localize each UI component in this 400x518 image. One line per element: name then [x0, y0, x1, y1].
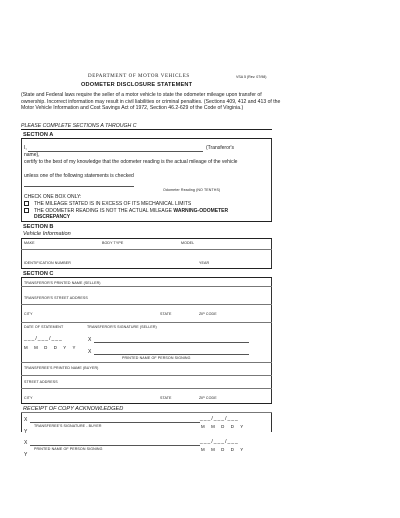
buyer-address-label: STREET ADDRESS: [24, 380, 58, 384]
buyer-signature-label: TRANSFEREE'S SIGNATURE - BUYER: [34, 424, 102, 428]
seller-printed-x: X: [88, 349, 92, 355]
intro-text: (State and Federal laws require the seller of a motor vehicle to state the odometer mileage upon transfer of ownership. Incorrect information may result in civil liabilities or criminal penalties. (Sections 409, 412 and 413 of the Motor Vehicle Information and Cost Savings Act of 1972, Section 46.2-629 of the Code of Virginia.): [21, 92, 281, 112]
statement-date-field[interactable]: ___/___/___: [24, 336, 63, 342]
model-label: MODEL: [181, 241, 195, 245]
seller-name-rule: [21, 286, 272, 287]
buyer-state-label: STATE: [160, 396, 172, 400]
make-label: MAKE: [24, 241, 35, 245]
section-c-title: SECTION C: [23, 270, 54, 277]
odometer-reading-label: Odometer Reading (NO TENTHS): [163, 188, 221, 192]
name-label: name),: [24, 152, 40, 158]
buyer-city-label: CITY: [24, 396, 33, 400]
section-c-header: [21, 268, 272, 278]
seller-address-label: TRANSFEROR'S STREET ADDRESS: [24, 296, 88, 300]
seller-signature-label: TRANSFEROR'S SIGNATURE (SELLER): [87, 325, 157, 329]
seller-signature-line[interactable]: [94, 342, 249, 343]
receipt-title: RECEIPT OF COPY ACKNOWLEDGED: [23, 406, 124, 412]
check-one-label: CHECK ONE BOX ONLY:: [24, 194, 82, 200]
receipt-header: [21, 403, 272, 413]
seller-state-label: STATE: [160, 312, 172, 316]
buyer-name-rule: [21, 375, 272, 376]
body-type-label: BODY TYPE: [102, 241, 124, 245]
warning-odometer-text: WARNING-ODOMETER: [173, 208, 229, 214]
department-name: DEPARTMENT OF MOTOR VEHICLES: [88, 74, 190, 79]
buyer-printed-name-line[interactable]: [30, 445, 200, 446]
seller-zip-label: ZIP CODE: [199, 312, 217, 316]
transferor-i-label: I,: [24, 145, 27, 151]
transferor-name-line[interactable]: [28, 151, 203, 152]
instruction-text: PLEASE COMPLETE SECTIONS A THROUGH C: [21, 123, 137, 129]
odometer-reading-line[interactable]: [24, 186, 134, 187]
buyer-printed-date[interactable]: ___/___/___: [200, 439, 239, 445]
buyer-signature-date[interactable]: ___/___/___: [200, 416, 239, 422]
mechanical-limits-label: THE MILEAGE STATED IS IN EXCESS OF ITS MECHANICAL LIMITS: [34, 201, 192, 207]
date-of-statement-label: DATE OF STATEMENT: [24, 325, 64, 329]
section-b-header: [21, 221, 272, 239]
form-title: ODOMETER DISCLOSURE STATEMENT: [81, 82, 193, 88]
section-a-title: SECTION A: [23, 131, 54, 138]
unless-text: unless one of the following statements is checked: [24, 173, 134, 179]
vin-label: IDENTIFICATION NUMBER: [24, 261, 71, 265]
buyer-signature-y: Y: [24, 429, 28, 435]
odometer-discrepancy-checkbox[interactable]: [24, 208, 29, 213]
seller-printed-name-line[interactable]: [94, 354, 249, 355]
buyer-signature-x: X: [24, 417, 28, 423]
transferor-suffix: (Transferor's: [206, 145, 234, 151]
seller-city-rule: [21, 322, 272, 323]
year-label: YEAR: [199, 261, 210, 265]
make-row-rule: [21, 249, 272, 250]
buyer-printed-x: X: [24, 440, 28, 446]
buyer-zip-label: ZIP CODE: [199, 396, 217, 400]
mechanical-limits-checkbox[interactable]: [24, 201, 29, 206]
buyer-printed-date-format: M M D D Y: [201, 447, 246, 452]
not-actual-mileage-text: THE ODOMETER READING IS NOT THE ACTUAL MILEAGE: [34, 208, 172, 214]
buyer-signature-line[interactable]: [30, 422, 200, 423]
seller-signature-x: X: [88, 337, 92, 343]
discrepancy-text: DISCREPANCY: [34, 214, 71, 220]
buyer-printed-y: Y: [24, 452, 28, 458]
section-a-header: [21, 129, 272, 139]
seller-city-label: CITY: [24, 312, 33, 316]
seller-name-label: TRANSFEROR'S PRINTED NAME (SELLER): [24, 281, 101, 285]
section-b-title: SECTION B: [23, 223, 54, 230]
seller-block-rule: [21, 362, 272, 363]
buyer-address-rule: [21, 388, 272, 389]
buyer-printed-name-label: PRINTED NAME OF PERSON SIGNING: [34, 447, 103, 451]
buyer-name-label: TRANSFEREE'S PRINTED NAME (BUYER): [24, 366, 99, 370]
seller-printed-name-label: PRINTED NAME OF PERSON SIGNING: [122, 356, 191, 360]
section-b-subtitle: Vehicle Information: [23, 230, 71, 237]
certify-text: certify to the best of my knowledge that the odometer reading is the actual mileage of the vehicle: [24, 159, 238, 165]
form-number: VSA 5 (Rev. 07/98): [236, 75, 267, 79]
statement-date-format: M M D D Y Y: [24, 345, 78, 350]
buyer-signature-date-format: M M D D Y: [201, 424, 246, 429]
seller-address-rule: [21, 304, 272, 305]
